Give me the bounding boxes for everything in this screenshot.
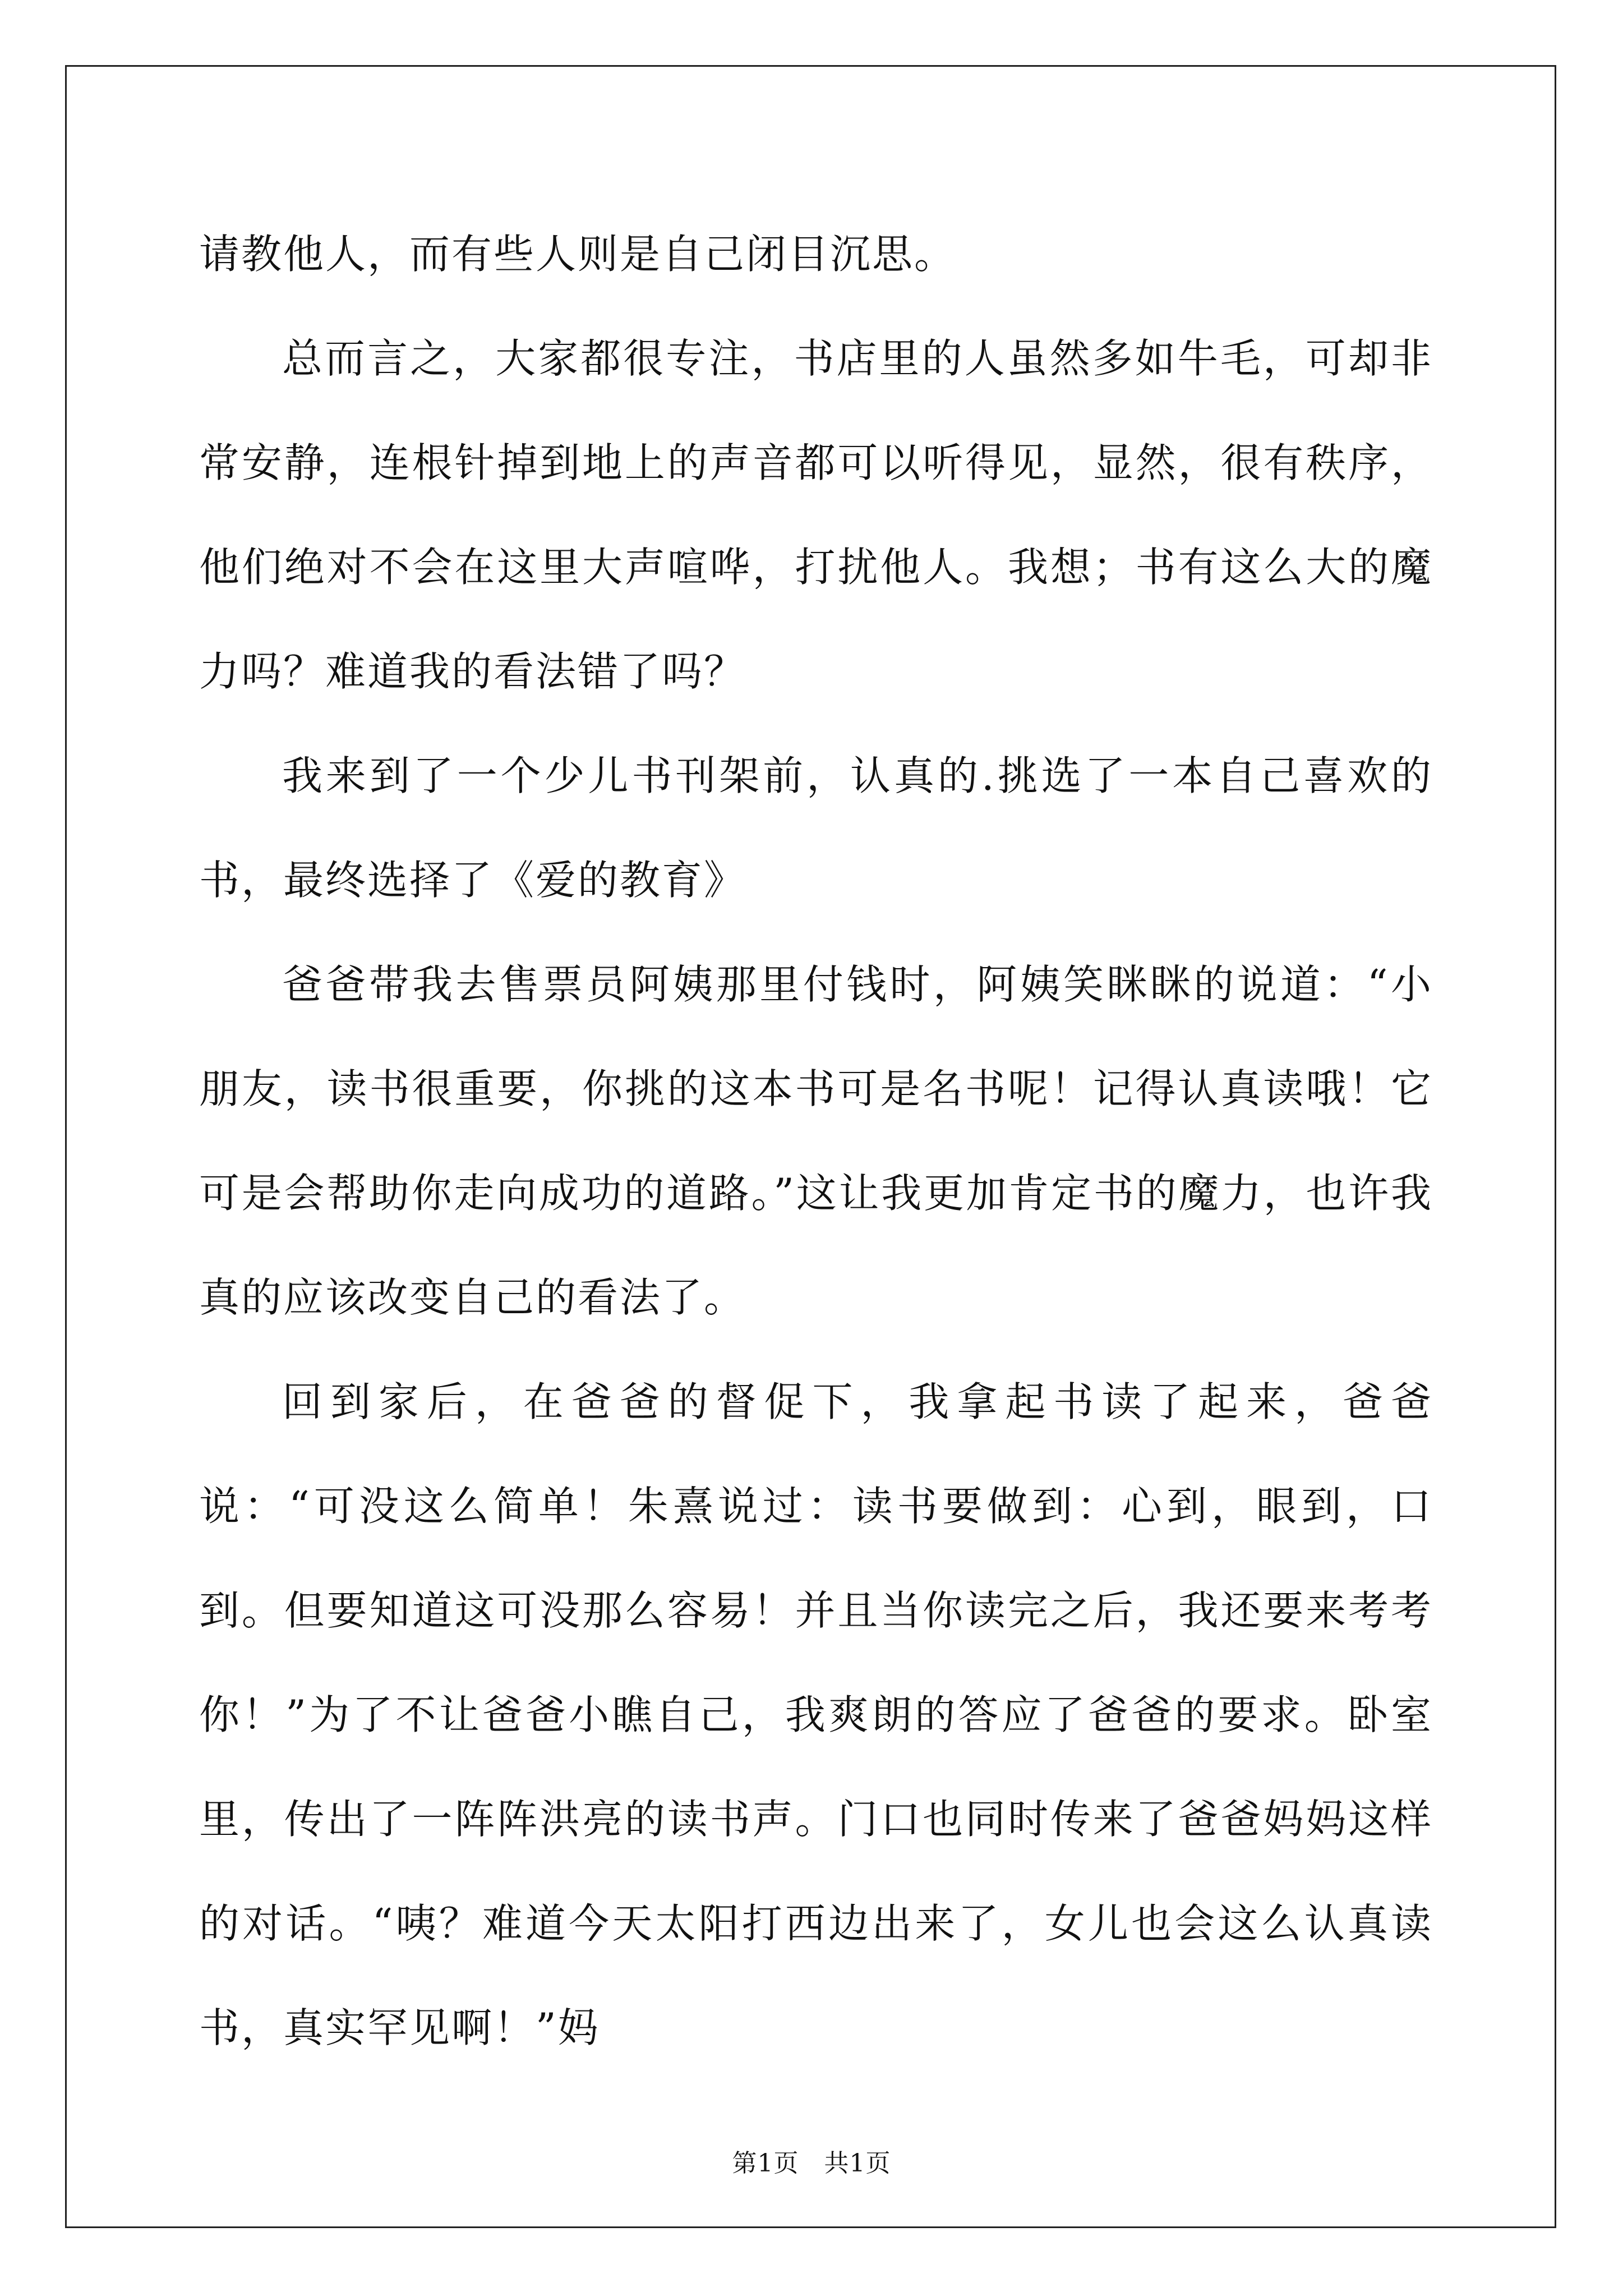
page-footer: 第1页 共1页 [732,2149,891,2178]
paragraph-1: 请教他人，而有些人则是自己闭目沉思。 [199,231,957,278]
document-body [199,202,1433,2080]
paragraph-5: 回到家后，在爸爸的督促下，我拿起书读了起来，爸爸说：“可没这么简单！朱熹说过：读书要做到：心到，眼到，口到。但要知道这可没那么容易！并且当你读完之后，我还要来考考你！”为了不让爸爸小瞧自己，我爽朗的答应了爸爸的要求。卧室里，传出了一阵阵洪亮的读书声。门口也同时传来了爸爸妈妈这样的对话。“咦？难道今天太阳打西边出来了，女儿也会这么认真读书，真实罕见啊！”妈 [199,1378,1433,2051]
paragraph-4: 爸爸带我去售票员阿姨那里付钱时，阿姨笑眯眯的说道：“小朋友，读书很重要，你挑的这本书可是名书呢！记得认真读哦！它可是会帮助你走向成功的道路。”这让我更加肯定书的魔力，也许我真的应该改变自己的看法了。 [199,961,1433,1321]
paragraph-2: 总而言之，大家都很专注，书店里的人虽然多如牛毛，可却非常安静，连根针掉到地上的声音都可以听得见，显然，很有秩序，他们绝对不会在这里大声喧哗，打扰他人。我想；书有这么大的魔力吗？难道我的看法错了吗？ [199,335,1433,695]
paragraph-3: 我来到了一个少儿书刊架前，认真的.挑选了一本自己喜欢的书，最终选择了《爱的教育》 [199,752,1433,904]
